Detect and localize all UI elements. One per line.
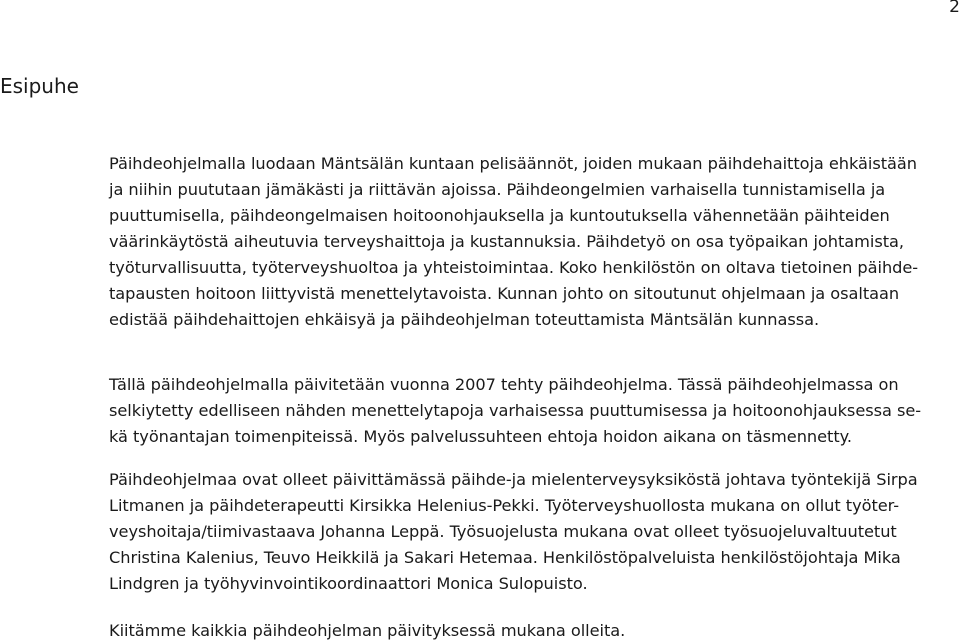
page-number: 2 [949, 0, 960, 17]
text-line: selkiytetty edelliseen nähden menettelytapoja varhaisessa puuttumisessa ja hoitoonohjauksessa se- [109, 401, 922, 420]
text-line: edistää päihdehaittojen ehkäisyä ja päihdeohjelman toteuttamista Mäntsälän kunnassa. [109, 310, 820, 329]
paragraph-intro [109, 151, 949, 333]
text-line: Tällä päihdeohjelmalla päivitetään vuonna 2007 tehty päihdeohjelma. Tässä päihdeohjelmassa on [109, 375, 899, 394]
text-line: Christina Kalenius, Teuvo Heikkilä ja Sakari Hetemaa. Henkilöstöpalveluista henkilöstöjohtaja Mika [109, 548, 901, 567]
paragraph-thanks [109, 618, 949, 644]
paragraph-update [109, 372, 949, 450]
text-line: puuttumisella, päihdeongelmaisen hoitoonohjauksella ja kuntoutuksella vähennetään päihteiden [109, 206, 890, 225]
text-line: Lindgren ja työhyvinvointikoordinaattori Monica Sulopuisto. [109, 574, 588, 593]
text-line: Päihdeohjelmalla luodaan Mäntsälän kuntaan pelisäännöt, joiden mukaan päihdehaittoja ehkäistään [109, 154, 917, 173]
text-line: Päihdeohjelmaa ovat olleet päivittämässä päihde-ja mielenterveysyksiköstä johtava työntekijä Sirpa [109, 470, 918, 489]
text-line: työturvallisuutta, työterveyshuoltoa ja yhteistoimintaa. Koko henkilöstön on oltava tietoinen päihde- [109, 258, 919, 277]
text-line: Litmanen ja päihdeterapeutti Kirsikka Helenius-Pekki. Työterveyshuollosta mukana on ollut työter- [109, 496, 900, 515]
page-title: Esipuhe [0, 74, 79, 98]
text-line: tapausten hoitoon liittyvistä menettelytavoista. Kunnan johto on sitoutunut ohjelmaan ja osaltaan [109, 284, 900, 303]
text-line: väärinkäytöstä aiheutuvia terveyshaittoja ja kustannuksia. Päihdetyö on osa työpaikan johtamista, [109, 232, 904, 251]
paragraph-contributors [109, 467, 949, 597]
text-line: ja niihin puututaan jämäkästi ja riittävän ajoissa. Päihdeongelmien varhaisella tunnistamisella ja [109, 180, 886, 199]
text-line: veyshoitaja/tiimivastaava Johanna Leppä. Työsuojelusta mukana ovat olleet työsuojeluvaltuutetut [109, 522, 897, 541]
text-line: Kiitämme kaikkia päihdeohjelman päivityksessä mukana olleita. [109, 621, 626, 640]
text-line: kä työnantajan toimenpiteissä. Myös palvelussuhteen ehtoja hoidon aikana on täsmennetty. [109, 427, 852, 446]
